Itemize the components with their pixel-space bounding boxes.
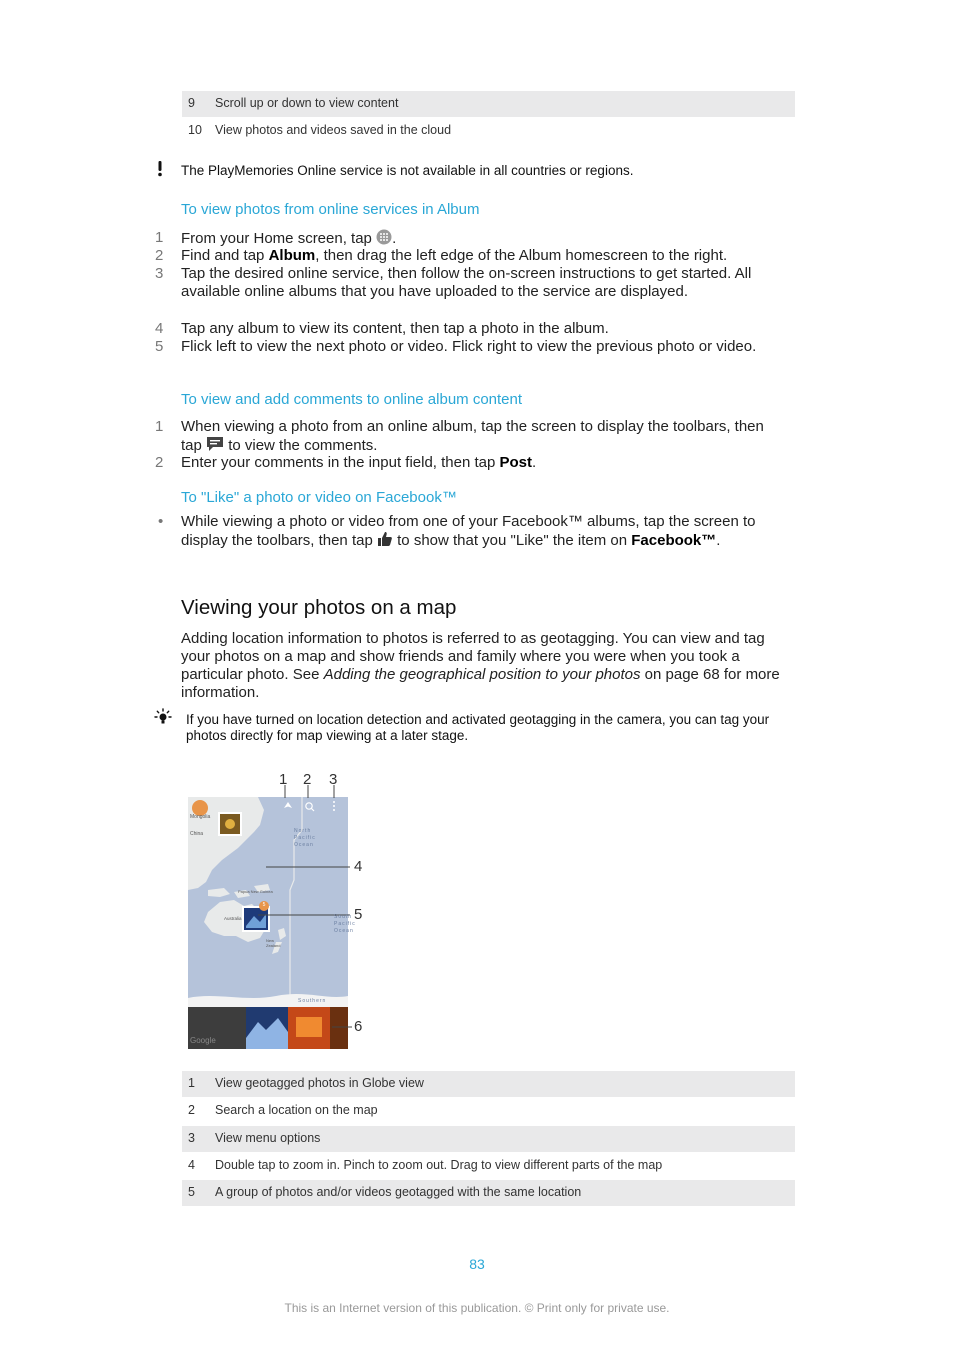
- google-logo: Google: [190, 1036, 216, 1045]
- strip-thumb: [330, 1007, 348, 1049]
- section-heading: To view and add comments to online album content: [181, 391, 523, 408]
- callout-number: 2: [303, 771, 312, 788]
- callout-number: 6: [354, 1018, 363, 1035]
- thumbs-up-icon: [377, 531, 393, 552]
- map-screenshot-figure: [186, 770, 376, 1052]
- map-label: New Zealand: [266, 938, 281, 948]
- table-row: 4 Double tap to zoom in. Pinch to zoom out. Drag to view different parts of the map: [188, 1158, 663, 1172]
- map-label: North Pacific Ocean: [294, 828, 316, 848]
- map-label: Southern: [298, 998, 327, 1004]
- table-row: 9 Scroll up or down to view content: [182, 91, 795, 117]
- page-number: 83: [469, 1256, 485, 1272]
- availability-note: The PlayMemories Online service is not available in all countries or regions.: [181, 163, 634, 178]
- table-row: 3 View menu options: [182, 1126, 795, 1152]
- table-row: 1 View geotagged photos in Globe view: [182, 1071, 795, 1097]
- group-count: 5: [262, 902, 266, 908]
- map-label: South Pacific Ocean: [334, 914, 356, 934]
- table-row: 5 A group of photos and/or videos geotagged with the same location: [182, 1180, 795, 1206]
- callout-number: 3: [329, 771, 338, 788]
- lightbulb-icon: [154, 708, 172, 731]
- section-title: Viewing your photos on a map: [181, 596, 457, 619]
- section-heading: To "Like" a photo or video on Facebook™: [181, 489, 457, 506]
- table-row: 2 Search a location on the map: [188, 1103, 378, 1117]
- map-label: Papua New Guinea: [238, 889, 273, 894]
- tip-text: If you have turned on location detection and activated geotagging in the camera, you can tag your photos directly for map viewing at a later stage.: [186, 712, 770, 743]
- map-label: China: [190, 831, 204, 837]
- callout-number: 4: [354, 858, 363, 875]
- callout-number: 5: [354, 906, 363, 923]
- callout-number: 1: [279, 771, 288, 788]
- menu-icon: [333, 801, 335, 811]
- exclamation-icon: [156, 160, 164, 183]
- cross-reference-link[interactable]: Adding the geographical position to your photos: [323, 666, 641, 683]
- section-heading: To view photos from online services in Album: [181, 201, 480, 218]
- map-label: Australia: [224, 916, 242, 921]
- table-row: 10 View photos and videos saved in the cloud: [188, 123, 452, 137]
- intro-paragraph: Adding location information to photos is referred to as geotagging. You can view and tag your photos on a map and show friends and family where you were when you took a particular photo. See Adding the geographical position to your photos on page 68 for more information.: [181, 630, 780, 701]
- map-label: Mongolia: [190, 814, 211, 820]
- footer-text: This is an Internet version of this publication. © Print only for private use.: [284, 1301, 670, 1315]
